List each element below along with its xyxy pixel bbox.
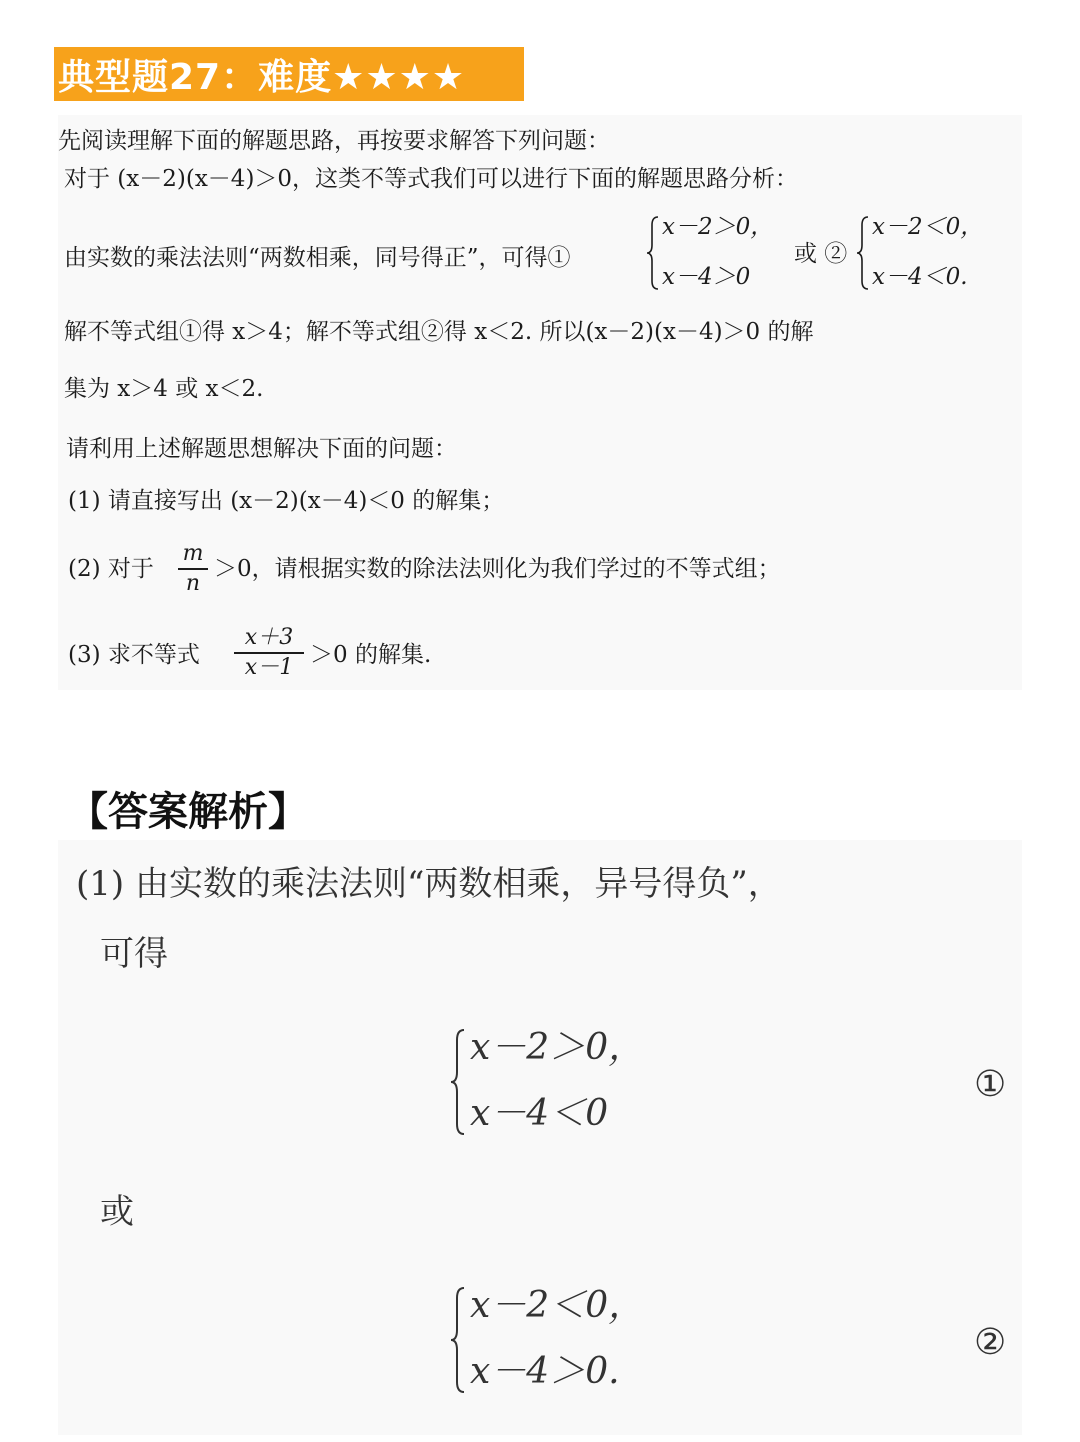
system-1: [646, 213, 796, 293]
answer-system-2-line-2: x－4＞0.: [470, 1351, 620, 1392]
rule-text: 由实数的乘法法则“两数相乘，同号得正”，可得①: [64, 245, 571, 271]
lead-text: 对于 (x－2)(x－4)＞0，这类不等式我们可以进行下面的解题思路分析：: [64, 166, 799, 192]
question-2-prefix: (2) 对于: [68, 556, 154, 582]
question-1: (1) 请直接写出 (x－2)(x－4)＜0 的解集；: [68, 488, 505, 514]
fraction-denominator: x－1: [244, 655, 294, 680]
system-2-line-2: x－4＜0.: [872, 264, 968, 290]
question-3-prefix: (3) 求不等式: [68, 642, 200, 668]
circled-two-marker: ②: [974, 1322, 1007, 1363]
brace-icon: [856, 213, 870, 293]
system-2: [856, 213, 1006, 293]
intro-text: 先阅读理解下面的解题思路，再按要求解答下列问题：: [58, 128, 610, 154]
answer-heading: 【答案解析】: [68, 789, 308, 835]
answer-system-1-line-1: x－2＞0，: [470, 1027, 645, 1068]
fraction-denominator: n: [185, 571, 201, 596]
system-1-line-1: x－2＞0，: [662, 214, 774, 240]
or-circled-two: 或 ②: [794, 241, 848, 267]
result-line-2: 集为 x＞4 或 x＜2.: [64, 376, 264, 402]
title-banner: [54, 47, 524, 101]
question-2-text: ＞0，请根据实数的除法法则化为我们学过的不等式组；: [214, 556, 781, 582]
answer-system-1: [450, 1026, 670, 1138]
fraction-bar: [234, 652, 304, 654]
answer-system-2: [450, 1284, 670, 1396]
brace-icon: [450, 1026, 466, 1138]
answer-or: 或: [100, 1192, 134, 1232]
problem-box: [58, 115, 1022, 690]
answer-system-1-line-2: x－4＜0: [470, 1093, 609, 1134]
fraction-numerator: m: [182, 541, 204, 566]
system-1-line-2: x－4＞0: [662, 264, 751, 290]
brace-icon: [646, 213, 660, 293]
answer-box: [58, 840, 1022, 1435]
answer-line-2: 可得: [100, 934, 168, 974]
answer-line-1: (1) 由实数的乘法法则“两数相乘，异号得负”，: [76, 864, 782, 904]
brace-icon: [450, 1284, 466, 1396]
problem-title: 典型题27：难度★★★★: [58, 56, 466, 98]
question-3-text: ＞0 的解集.: [310, 642, 432, 668]
fraction-m-over-n: [178, 541, 208, 597]
fraction-x-plus-3-over-x-minus-1: [234, 625, 304, 681]
system-2-line-1: x－2＜0，: [872, 214, 984, 240]
answer-system-2-line-1: x－2＜0，: [470, 1285, 645, 1326]
result-line-1: 解不等式组①得 x＞4；解不等式组②得 x＜2. 所以(x－2)(x－4)＞0 的解: [64, 319, 814, 345]
circled-one-marker: ①: [974, 1064, 1007, 1105]
fraction-bar: [178, 568, 208, 570]
task-text: 请利用上述解题思想解决下面的问题：: [66, 436, 457, 462]
fraction-numerator: x＋3: [244, 625, 294, 650]
